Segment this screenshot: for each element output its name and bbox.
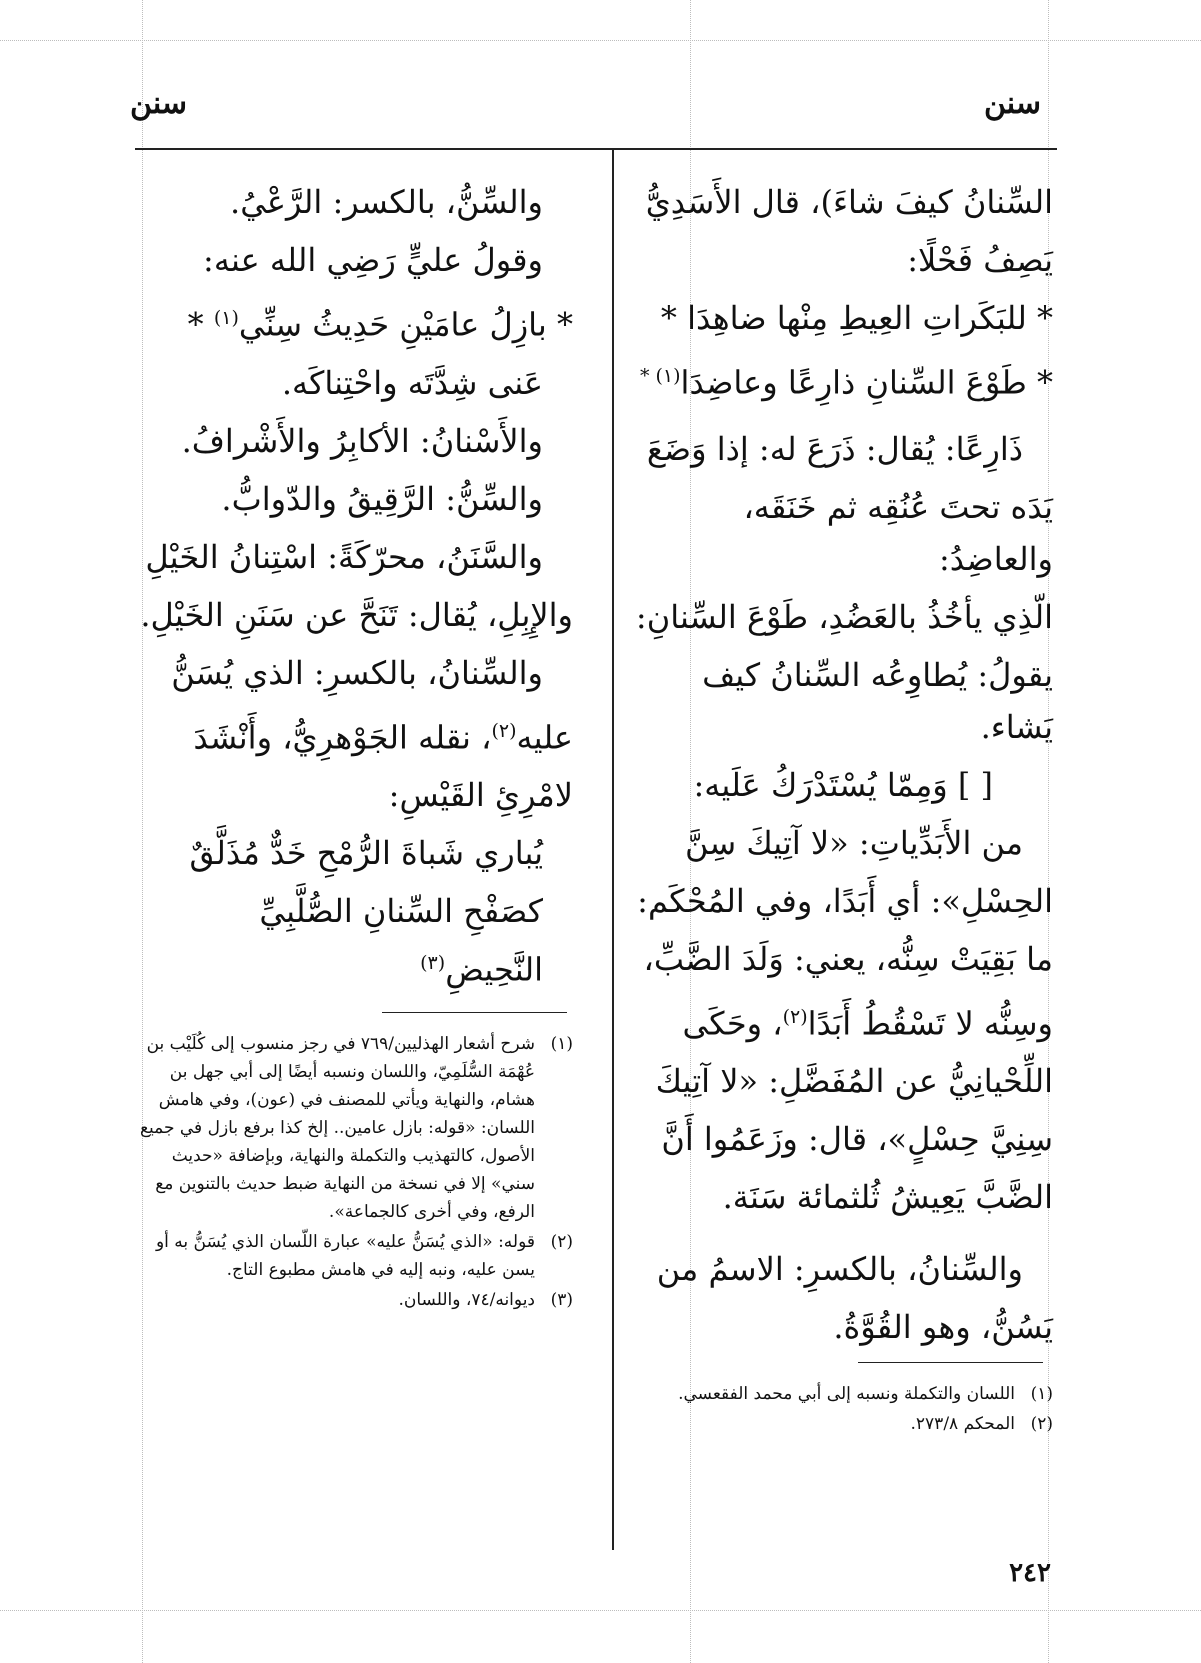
footnote-marker: (١): [213, 307, 239, 329]
footnote-number: (١): [550, 1034, 573, 1054]
text-span: كصَفْحِ السِّنانِ الصُّلَّبِيِّ النَّحِيضِ: [259, 892, 543, 989]
column-divider: [612, 150, 614, 1550]
text-line: ذَارِعًا: يُقال: ذَرَعَ له: إذا وَضَعَ: [646, 429, 1023, 468]
text-line: والإِبِلِ، يُقال: تَنَحَّ عن سَنَنِ الخَيْلِ.: [140, 595, 573, 634]
text-span: وسِنُّه لا تَسْقُطُ أَبَدًا: [807, 1004, 1053, 1043]
verse-end: *: [187, 305, 214, 344]
footnote: [623, 1410, 1053, 1438]
text-line: يقولُ: يُطاوِعُه السِّنانُ كيف يَشاء.: [702, 655, 1053, 746]
poetry-line: [133, 885, 573, 996]
text-span: ، نقله الجَوْهرِيُّ، وأَنْشَدَ: [193, 718, 492, 757]
text-line: سِنِيَّ حِسْلٍ»، قال: وزَعَمُوا أَنَّ: [661, 1120, 1053, 1159]
text-line: وقولُ عليٍّ رَضِي الله عنه:: [203, 241, 543, 279]
left-footnotes: [133, 1030, 573, 1316]
footnote-text: المحكم ٢٧٣/٨.: [910, 1414, 1015, 1434]
text-line: والسِّنانُ، بالكسرِ: الذي يُسَنُّ: [171, 653, 543, 692]
footnote-text: قوله: «الذي يُسَنُّ عليه» عبارة اللّسان الذي يُسَنُّ به أو يسن عليه، ونبه إليه في هامش مطبوع التاج.: [155, 1232, 535, 1280]
text-line: عَنى شِدَّتَه واحْتِناكَه.: [281, 363, 543, 402]
footnote-rule: [382, 1012, 567, 1013]
footnote-rule: [858, 1362, 1043, 1363]
footnote-text: اللسان والتكملة ونسبه إلى أبي محمد الفقعسي.: [678, 1384, 1015, 1404]
text-span: عليه: [516, 718, 573, 757]
text-line: لامْرِئِ القَيْسِ:: [388, 776, 573, 815]
subheading-line: [ ] وَمِمّا يُسْتَدْرَكُ عَلَيه:: [693, 765, 993, 804]
verse-text: * بازِلُ عامَيْنِ حَدِيثُ سِنِّي: [238, 305, 573, 344]
footnote-marker: (٢): [782, 1005, 808, 1028]
footnote-number: (٢): [1030, 1414, 1053, 1434]
text-line: اللِّحْيانِيُّ عن المُفَضَّلِ: «لا آتِيكَ: [655, 1062, 1053, 1101]
footnote: [133, 1228, 573, 1284]
text-line: السِّنانُ كيفَ شاءَ)، قال الأَسَدِيُّ: [645, 183, 1053, 221]
footnote: [133, 1030, 573, 1226]
text-line: ما بَقِيَتْ سِنُّه، يعني: وَلَدَ الضَّبِّ،: [643, 939, 1053, 978]
footnote-number: (١): [1030, 1384, 1053, 1404]
text-line: الّذِي يأخُذُ بالعَضُدِ، طَوْعَ السِّنانِ:: [635, 597, 1053, 636]
text-line: الحِسْلِ»: أي أَبَدًا، وفي المُحْكَم:: [637, 881, 1053, 920]
running-header-right: سنن: [983, 86, 1041, 121]
footnote: [623, 1380, 1053, 1408]
text-line: [133, 705, 573, 764]
footnote-text: شرح أشعار الهذليين/٧٦٩ في رجز منسوب إلى كُلَيْب بن عُهْمَة السُّلَمِيّ، واللسان ونسبه أيضًا إلى أبي جهل بن هشام، والنهاية ويأتي للمصنف في (عون)، وفي هامش اللسان: «قوله: بازل عامين.. إلخ كذا برفع بازل في جميع الأصول، كالتهذيب والتكملة والنهاية، وبإضافة «حديث سني» إلا في نسخة من النهاية ضبط حديث بالتنوين مع الرفع، وفي أخرى كالجماعة».: [139, 1034, 535, 1222]
footnote-marker: (١) *: [639, 365, 681, 387]
poetry-line: يُباري شَباةَ الرُّمْحِ خَدٌّ مُذَلَّقٌ: [189, 834, 543, 873]
verse-line: [133, 292, 573, 351]
footnote-text: ديوانه/٧٤، واللسان.: [398, 1290, 535, 1310]
footnote-marker: (٢): [491, 719, 517, 742]
verse-text: * طَوْعَ السِّنانِ ذارِعًا وعاضِدَا: [680, 363, 1053, 402]
header-rule: [135, 148, 1057, 150]
text-span: ، وحَكَى: [682, 1004, 783, 1043]
right-footnotes: [623, 1380, 1053, 1440]
text-line: يَصِفُ فَحْلًا:: [907, 241, 1053, 279]
guide-line: [0, 1610, 1201, 1611]
text-line: والسِّنُّ، بالكسر: الرَّعْيُ.: [230, 183, 543, 221]
text-line: من الأَبَدِّياتِ: «لا آتِيكَ سِنَّ: [684, 823, 1023, 862]
footnote-number: (٣): [550, 1290, 573, 1310]
left-column: [133, 176, 573, 1002]
text-line: والسِّنُّ: الرَّقِيقُ والدّوابُّ.: [221, 479, 543, 518]
text-line: والسَّنَنُ، محرّكَةً: اسْتِنانُ الخَيْلِ: [145, 537, 543, 576]
page-number: ٢٤٢: [1009, 1558, 1051, 1588]
text-line: يَسُنُّ، وهو القُوَّةُ.: [833, 1308, 1053, 1347]
footnote-number: (٢): [550, 1232, 573, 1252]
text-line: والأَسْنانُ: الأكابِرُ والأَشْرافُ.: [181, 421, 543, 460]
verse-line: [623, 350, 1053, 409]
footnote: [133, 1286, 573, 1314]
text-line: [623, 991, 1053, 1050]
text-line: الضَّبَّ يَعِيشُ ثُلثمائة سَنَة.: [722, 1178, 1053, 1217]
guide-line: [0, 40, 1201, 41]
verse-line: * للبَكَراتِ العِيطِ مِنْها ضاهِدَا *: [660, 299, 1053, 337]
running-header-left: سنن: [130, 86, 188, 121]
text-line: يَدَه تحتَ عُنُقِه ثم خَنَقَه، والعاضِدُ:: [743, 487, 1053, 578]
right-column: [623, 176, 1053, 1359]
footnote-marker: (٣): [420, 952, 446, 975]
text-line: والسِّنانُ، بالكسرِ: الاسمُ من: [656, 1250, 1023, 1289]
